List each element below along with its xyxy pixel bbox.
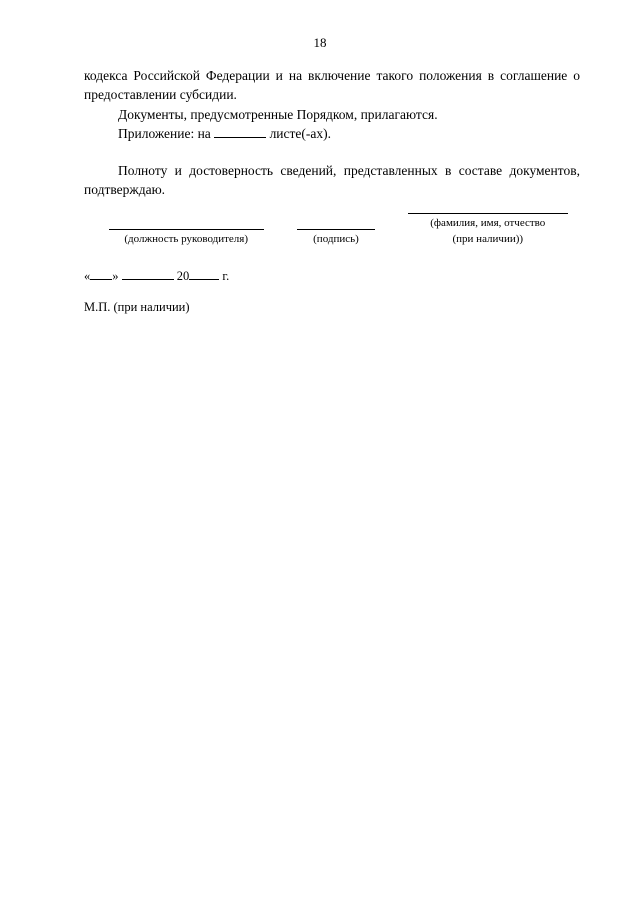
page-number: 18 [313,35,327,50]
spacer [84,144,580,161]
signature-position-rule[interactable] [109,229,264,230]
signature-sign-rule[interactable] [297,229,375,230]
date-day-blank[interactable] [90,279,112,280]
signature-name-caption-line1: (фамилия, имя, отчество [430,217,546,229]
date-year-blank[interactable] [189,279,219,280]
signature-sign-caption: (подпись) [313,233,359,246]
attachment-suffix-label: листе(-ах). [269,126,332,142]
document-body [84,66,580,199]
signature-name-rule[interactable] [408,213,568,214]
quote-close: » [112,269,119,283]
signature-name-column [396,213,580,247]
signature-position-caption: (должность руководителя) [124,233,249,246]
date-line [84,268,229,284]
stamp-note: М.П. (при наличии) [84,300,190,314]
quote-open: « [84,269,91,283]
date-month-blank[interactable] [122,279,174,280]
signature-position-column [92,229,280,246]
paragraph-documents-attached: Документы, предусмотренные Порядком, прилагаются. [118,107,438,123]
signature-name-caption-line2: (при наличии)) [452,233,524,246]
paragraph-confirmation: Полноту и достоверность сведений, представленных в составе документов, подтверждаю. [84,162,580,197]
signature-block [84,213,580,247]
attachment-prefix-label: Приложение: на [118,126,211,142]
paragraph-attachment [84,124,580,143]
signature-sign-column [288,229,383,246]
paragraph-continuation: кодекса Российской Федерации и на включение такого положения в соглашение о предоставлении субсидии. [84,68,580,103]
date-year-suffix: г. [222,269,230,283]
attachment-sheets-blank[interactable] [214,137,266,138]
date-year-prefix: 20 [176,269,190,283]
signature-lines-row [84,213,580,247]
